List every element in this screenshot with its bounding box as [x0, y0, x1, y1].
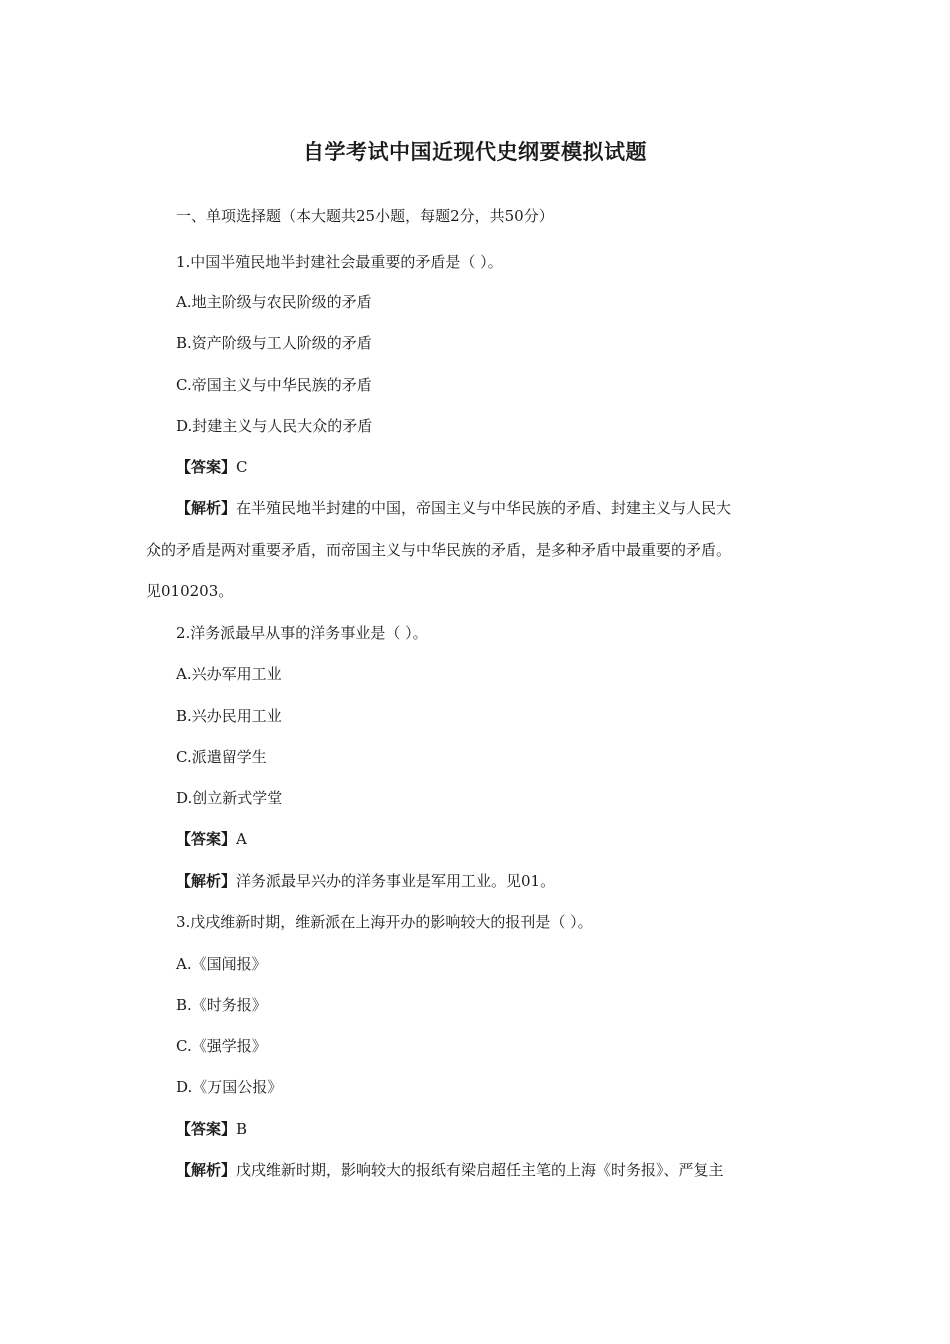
answer-tag: 【答案】	[176, 1120, 237, 1138]
analysis-text: 洋务派最早兴办的洋务事业是军用工业。见01。	[236, 872, 556, 890]
question-3-answer	[176, 1119, 247, 1139]
question-3-option-d: D.《万国公报》	[176, 1078, 283, 1096]
answer-tag: 【答案】	[176, 830, 237, 848]
question-1-stem: 1.中国半殖民地半封建社会最重要的矛盾是（ ）。	[176, 253, 503, 271]
question-1-analysis-cont: 众的矛盾是两对重要矛盾，而帝国主义与中华民族的矛盾，是多种矛盾中最重要的矛盾。	[146, 541, 732, 559]
question-2-option-b: B.兴办民用工业	[176, 707, 282, 725]
analysis-tag: 【解析】	[176, 499, 237, 517]
question-1-analysis	[176, 498, 731, 518]
question-2-option-d: D.创立新式学堂	[176, 789, 283, 807]
analysis-text: 戊戌维新时期，影响较大的报纸有梁启超任主笔的上海《时务报》、严复主	[236, 1161, 724, 1179]
question-1-option-a: A.地主阶级与农民阶级的矛盾	[176, 293, 372, 311]
question-3-option-c: C.《强学报》	[176, 1037, 267, 1055]
analysis-text: 在半殖民地半封建的中国，帝国主义与中华民族的矛盾、封建主义与人民大	[236, 499, 732, 517]
question-3-option-b: B.《时务报》	[176, 996, 267, 1014]
question-2-option-c: C.派遣留学生	[176, 748, 267, 766]
question-3-stem: 3.戊戌维新时期，维新派在上海开办的影响较大的报刊是（ ）。	[176, 913, 593, 931]
question-3-analysis	[176, 1160, 724, 1180]
question-2-option-a: A.兴办军用工业	[176, 665, 282, 683]
question-2-analysis	[176, 871, 555, 891]
question-2-answer	[176, 829, 247, 849]
question-2-stem: 2.洋务派最早从事的洋务事业是（ ）。	[176, 624, 428, 642]
answer-tag: 【答案】	[176, 458, 237, 476]
analysis-tag: 【解析】	[176, 872, 237, 890]
section-header: 一、单项选择题（本大题共25小题，每题2分，共50分）	[176, 207, 554, 225]
answer-value: A	[236, 830, 247, 848]
question-1-analysis-cont: 见010203。	[146, 582, 234, 600]
question-1-option-c: C.帝国主义与中华民族的矛盾	[176, 376, 372, 394]
answer-value: C	[236, 458, 248, 476]
question-1-option-b: B.资产阶级与工人阶级的矛盾	[176, 334, 372, 352]
answer-value: B	[236, 1120, 248, 1138]
question-3-option-a: A.《国闻报》	[176, 955, 267, 973]
question-1-option-d: D.封建主义与人民大众的矛盾	[176, 417, 373, 435]
document-title: 自学考试中国近现代史纲要模拟试题	[303, 140, 647, 164]
analysis-tag: 【解析】	[176, 1161, 237, 1179]
question-1-answer	[176, 457, 248, 477]
